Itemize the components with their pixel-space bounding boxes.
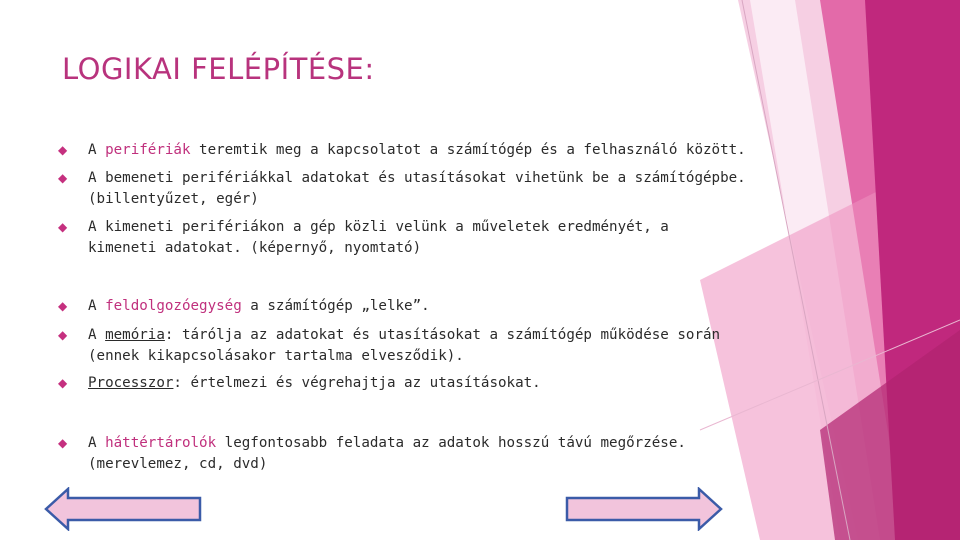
diamond-bullet-icon: ◆ [58, 436, 68, 450]
bullet-text: A feldolgozóegység a számítógép „lelke”. [88, 298, 430, 314]
bullet-text: A háttértárolók legfontosabb feladata az adatok hosszú távú megőrzése. (merevlemez, cd, dvd) [88, 435, 686, 472]
slide-title: LOGIKAI FELÉPÍTÉSE: [62, 52, 375, 86]
arrow-left-icon [46, 489, 200, 529]
diamond-bullet-icon: ◆ [58, 376, 68, 390]
highlight-term: perifériák [105, 142, 191, 158]
highlight-term: háttértárolók [105, 435, 217, 451]
bullet-text: A bemeneti perifériákkal adatokat és utasításokat vihetünk be a számítógépbe. (billentyűzet, egér) [88, 170, 746, 207]
diamond-bullet-icon: ◆ [58, 171, 68, 185]
highlight-term: feldolgozóegység [105, 298, 242, 314]
diamond-bullet-icon: ◆ [58, 299, 68, 313]
diamond-bullet-icon: ◆ [58, 143, 68, 157]
bullet-text: Processzor: értelmezi és végrehajtja az utasításokat. [88, 375, 541, 391]
bullet-text: A memória: tárólja az adatokat és utasításokat a számítógép működése során (ennek kikapcsolásakor tartalma elvesződik). [88, 327, 721, 364]
bullet-text: A perifériák teremtik meg a kapcsolatot a számítógép és a felhasználó között. [88, 142, 746, 158]
diamond-bullet-icon: ◆ [58, 328, 68, 342]
bullet-text: A kimeneti perifériákon a gép közli velünk a műveletek eredményét, a kimeneti adatokat. (képernyő, nyomtató) [88, 219, 669, 256]
diamond-bullet-icon: ◆ [58, 220, 68, 234]
underlined-term: memória [105, 327, 165, 343]
next-arrow-button[interactable] [565, 487, 723, 531]
underlined-term: Processzor [88, 375, 174, 391]
previous-arrow-button[interactable] [44, 487, 202, 531]
arrow-right-icon [567, 489, 721, 529]
